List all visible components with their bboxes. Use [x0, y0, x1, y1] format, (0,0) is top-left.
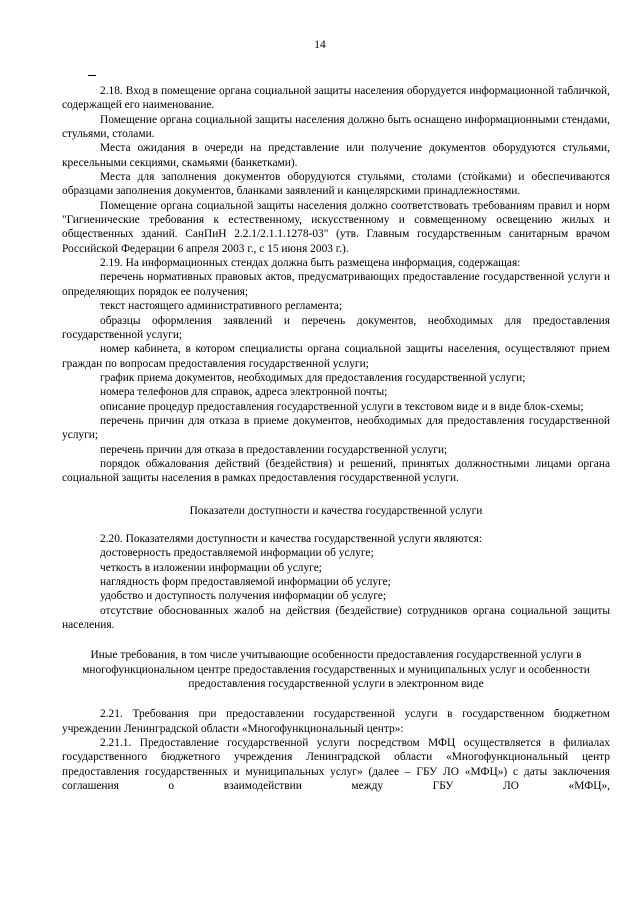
list-item: четкость в изложении информации об услуге; — [100, 561, 322, 574]
paragraph-filling-area: Места для заполнения документов оборудуются стульями, столами (стойками) и обеспечиваются образцами заполнения документов, бланками заявлений и канцелярскими принадлежностями. — [62, 171, 610, 198]
list-item: номер кабинета, в котором специалисты органа социальной защиты населения, осуществляют прием граждан по вопросам предоставления государственной услуги; — [62, 343, 610, 370]
list-item: удобство и доступность получения информации об услуге; — [100, 590, 387, 603]
paragraph-2-18: 2.18. Вход в помещение органа социальной защиты населения оборудуется информационной табличкой, содержащей его наименование. — [62, 85, 610, 112]
page-content — [62, 84, 610, 793]
section-heading-accessibility: Показатели доступности и качества государственной услуги — [189, 504, 483, 517]
list-item: отсутствие обоснованных жалоб на действия (бездействие) сотрудников органа социальной защиты населения. — [62, 604, 610, 632]
paragraph-2-21-1: 2.21.1. Предоставление государственной услуги посредством МФЦ осуществляется в филиалах государственного бюджетного учреждения Ленинградской области «Многофункциональный центр предоставления государственных и муниципальных услуг» (далее – ГБУ ЛО «МФЦ») с даты заключения соглашения о взаимодействии между ГБУ ЛО «МФЦ», — [62, 737, 610, 793]
paragraph-2-21: 2.21. Требования при предоставлении государственной услуги в государственном бюджетном учреждении Ленинградской области «Многофункциональный центр»: — [62, 708, 610, 735]
list-item: перечень нормативных правовых актов, предусматривающих предоставление государственной услуги и определяющих порядок ее получения; — [62, 271, 610, 298]
paragraph-waiting-area: Места ожидания в очереди на представление или получение документов оборудуются стульями, кресельными секциями, скамьями (банкетками). — [62, 142, 610, 169]
list-item: достоверность предоставляемой информации об услуге; — [100, 547, 374, 560]
list-item: график приема документов, необходимых для предоставления государственной услуги; — [100, 371, 526, 384]
list-item: описание процедур предоставления государственной услуги в текстовом виде и в виде блок-схемы; — [100, 400, 584, 413]
paragraph-sanpin: Помещение органа социальной защиты населения должно соответствовать требованиям правил и норм "Гигиенические требования к естественному, искусственному и совмещенному освещению жилых и общественных зданий. СанПиН 2.2.1/2.1.1.1278-03" (утв. Главным государственным санитарным врачом Российской Федерации 6 апреля 2003 г., с 15 июня 2003 г.). — [62, 199, 610, 255]
header-rule — [88, 75, 96, 76]
list-item: образцы оформления заявлений и перечень документов, необходимых для предоставления государственной услуги; — [62, 314, 610, 341]
section-heading-other-requirements: Иные требования, в том числе учитывающие особенности предоставления государственной услуги в многофункциональном центре предоставления государственных и муниципальных услуг и особенности предоставления государственной услуги в электронном виде — [82, 649, 590, 691]
list-item: наглядность форм предоставляемой информации об услуге; — [100, 576, 391, 588]
list-item: текст настоящего административного регламента; — [100, 300, 343, 313]
page-number: 14 — [314, 39, 326, 51]
paragraph-2-20: 2.20. Показателями доступности и качества государственной услуги являются: — [100, 532, 483, 545]
list-item: порядок обжалования действий (бездействия) и решений, принятых должностными лицами органа социальной защиты населения в рамках предоставления государственной услуги. — [62, 457, 610, 485]
list-item: номера телефонов для справок, адреса электронной почты; — [100, 386, 388, 399]
list-item: перечень причин для отказа в приеме документов, необходимых для предоставления государственной услуги; — [62, 414, 610, 442]
paragraph-2-19: 2.19. На информационных стендах должна быть размещена информация, содержащая: — [100, 257, 521, 270]
paragraph-equipment: Помещение органа социальной защиты населения должно быть оснащено информационными стендами, стульями, столами. — [62, 113, 610, 141]
list-item: перечень причин для отказа в предоставлении государственной услуги; — [100, 443, 448, 456]
